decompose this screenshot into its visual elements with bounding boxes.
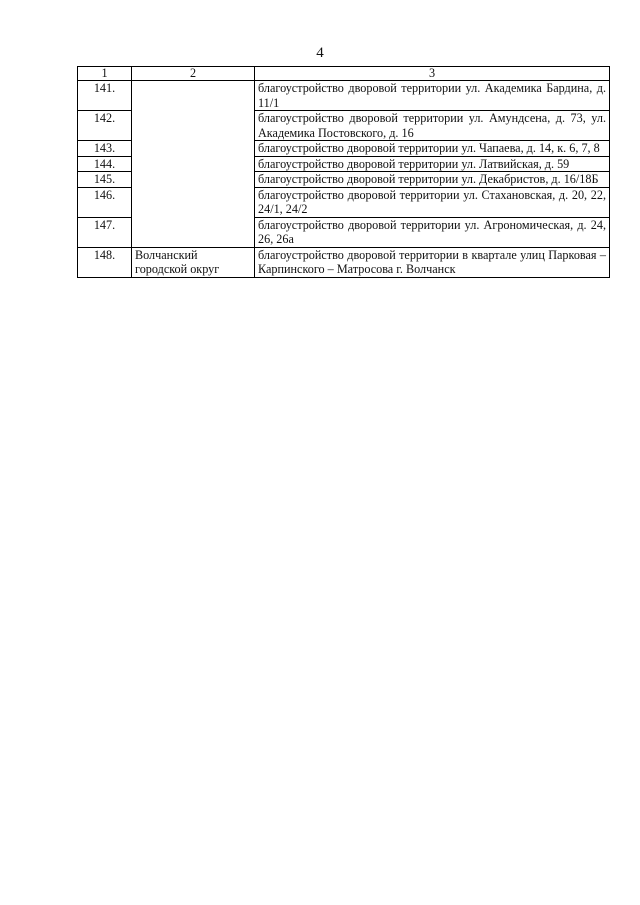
row-description: благоустройство дворовой территории ул. Амундсена, д. 73, ул. Академика Постовского, д. 16 [255,111,610,141]
row-description: благоустройство дворовой территории ул. Латвийская, д. 59 [255,156,610,172]
row-description: благоустройство дворовой территории ул. Академика Бардина, д. 11/1 [255,81,610,111]
row-description: благоустройство дворовой территории в квартале улиц Парковая – Карпинского – Матросова г. Волчанск [255,247,610,277]
row-number: 148. [78,247,132,277]
row-description: благоустройство дворовой территории ул. Декабристов, д. 16/18Б [255,172,610,188]
column-header-description: 3 [255,67,610,81]
table-header-row [78,67,610,81]
row-description: благоустройство дворовой территории ул. Чапаева, д. 14, к. 6, 7, 8 [255,141,610,157]
row-description: благоустройство дворовой территории ул. Агрономическая, д. 24, 26, 26а [255,217,610,247]
column-header-number: 1 [78,67,132,81]
territory-improvement-table [77,66,610,278]
page-number: 4 [316,45,324,61]
column-header-municipality: 2 [132,67,255,81]
row-number: 147. [78,217,132,247]
row-number: 144. [78,156,132,172]
row-number: 143. [78,141,132,157]
municipality-cell [132,81,255,248]
row-number: 146. [78,187,132,217]
row-number: 141. [78,81,132,111]
table-row [78,247,610,277]
row-description: благоустройство дворовой территории ул. Стахановская, д. 20, 22, 24/1, 24/2 [255,187,610,217]
row-number: 145. [78,172,132,188]
municipality-cell: Волчанский городской округ [132,247,255,277]
row-number: 142. [78,111,132,141]
table-row [78,81,610,111]
